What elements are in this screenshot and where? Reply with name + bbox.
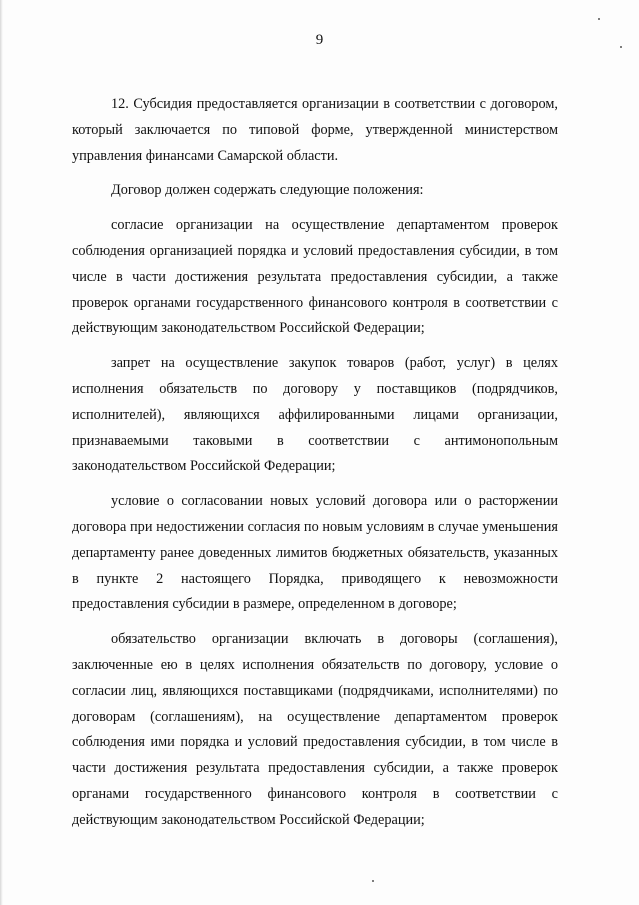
scan-edge-shadow: [0, 0, 3, 905]
paragraph-procurement-ban: запрет на осуществление закупок товаров (работ, услуг) в целях исполнения обязательств по договору у поставщиков (подрядчиков, исполнителей), являющихся аффилированными лицами организации, признаваемыми таковыми в соответствии с антимонопольным законодательством Российской Федерации;: [72, 355, 558, 475]
paragraph-clause-12: 12. Субсидия предоставляется организации в соответствии с договором, который заключается по типовой форме, утвержденной министерством управления финансами Самарской области.: [72, 96, 558, 164]
paragraph-subcontract-obligation: обязательство организации включать в договоры (соглашения), заключенные ею в целях исполнения обязательств по договору, условие о согласии лиц, являющихся поставщиками (подрядчиками, исполнителями) по договорам (соглашениям), на осуществление департаментом проверок соблюдения ими порядка и условий предоставления субсидии, в том числе в части достижения результата предоставления субсидии, а также проверок органами государственного финансового контроля в соответствии с действующим законодательством Российской Федерации;: [72, 631, 558, 828]
page-number: 9: [315, 32, 324, 48]
paragraph-audit-consent: согласие организации на осуществление департаментом проверок соблюдения организацией порядка и условий предоставления субсидии, в том числе в части достижения результата предоставления субсидии, а также проверок органами государственного финансового контроля в соответствии с действующим законодательством Российской Федерации;: [72, 217, 558, 337]
scan-speck: [372, 880, 374, 882]
paragraph-contract-requirements: Договор должен содержать следующие положения:: [111, 182, 424, 199]
document-body: [72, 92, 558, 834]
paragraph-contract-renegotiation: условие о согласовании новых условий договора или о расторжении договора при недостижении согласия по новым условиям в случае уменьшения департаменту ранее доведенных лимитов бюджетных обязательств, указанных в пункте 2 настоящего Порядка, приводящего к невозможности предоставления субсидии в размере, определенном в договоре;: [72, 493, 558, 613]
scan-speck: [598, 18, 600, 20]
